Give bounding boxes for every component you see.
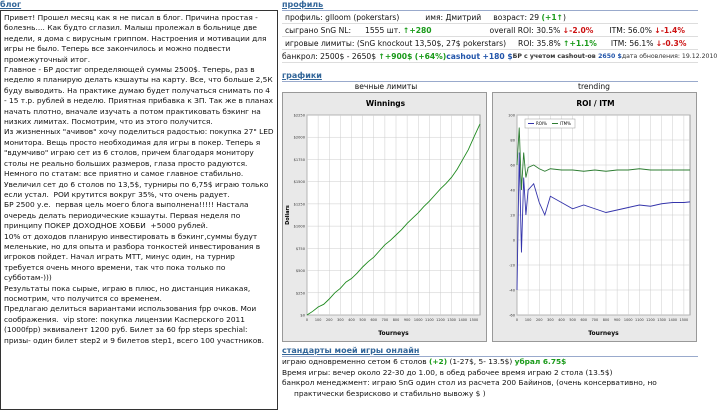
blog-post <box>0 10 278 410</box>
standards-line <box>282 357 698 368</box>
blog-paragraph: Увеличил сет до 6 столов по 13,5$, турниры по 6,75$ играю только если устал. РОИ крутится вокруг 35%, что очень радует. <box>4 179 271 199</box>
arrow-down-icon: ↓ <box>655 38 663 48</box>
profile-heading[interactable]: профиль <box>282 0 698 11</box>
y-tick-label: 20 <box>510 213 515 218</box>
x-tick-label: 1300 <box>657 318 666 322</box>
blog-paragraph: Результаты пока сырые, играю в плюс, но дистанция никакая, посмотрим, что получится со временем. <box>4 283 253 303</box>
x-tick-label: 500 <box>569 318 576 322</box>
winnings-chart <box>282 92 487 342</box>
profile-nickname: glloom (pokerstars) <box>325 12 400 22</box>
blog-paragraph: Привет! Прошел месяц как я не писал в блог. Причина простая - болезнь.... Как будто сглазил. Малыш пролежал в больнице две недели, я дома с вирусным гриппом. Настроения и мотивации для игры не было. Теперь все закончилось и можно подвести промежуточный итог. <box>4 13 269 64</box>
roi-value: 35.8% <box>536 38 561 48</box>
overall-roi-label: overall ROI: <box>489 25 534 35</box>
blog-paragraph: Предлагаю делиться вариантами использования fpp очков. Мои соображения. vip store: покупка лицензии Касперского 2011 (1000fpp) эквивалент 1200 руб. Билет за 60 fpp steps spechial: призы- один билет step2 и 9 билетов step1, всего 100 участников. <box>4 304 264 345</box>
standards-line: банкрол менеджмент: играю SnG один стол из расчета 200 Байинов, (очень консервативно, но <box>282 378 657 387</box>
bankroll-label: банкрол: 2500$ - 2650$ <box>282 51 377 61</box>
blog-paragraph: Из жизненных "ачивов" хочу поделиться радостью: покупка 27" LED монитора. Вещь просто необходимая для игры в покер. Теперь я "вдумчиво" играю сет из 6 столов, причем благодаря монитору столы не реально больших размеров, глаза просто радуются. <box>4 127 276 168</box>
y-tick-label: 40 <box>510 188 515 193</box>
x-tick-label: 1200 <box>646 318 655 322</box>
y-tick-label: $1250 <box>293 202 305 207</box>
br-cashout-label: БР с учетом cashout-ов <box>512 52 596 60</box>
chart-title: Winnings <box>365 99 406 108</box>
blog-heading[interactable]: блог <box>0 0 22 9</box>
x-tick-label: 500 <box>359 318 366 322</box>
x-tick-label: 1100 <box>425 318 434 322</box>
profile-row-limits <box>282 37 698 50</box>
itm-delta: -0.3% <box>662 38 687 48</box>
y-tick-label: 80 <box>510 138 515 143</box>
y-tick-label: $500 <box>295 269 305 274</box>
x-tick-label: 0 <box>515 318 519 322</box>
x-tick-label: 800 <box>392 318 400 322</box>
x-tick-label: 700 <box>591 318 599 322</box>
arrow-up-icon: ↑ <box>402 25 410 35</box>
x-tick-label: 900 <box>613 318 621 322</box>
y-tick-label: $250 <box>295 291 305 296</box>
profile-row-bankroll <box>282 50 717 63</box>
right-graph-title: trending <box>578 82 610 91</box>
blog-paragraph: 10% от доходов планирую инвестировать в бэкинг,суммы будут меленькие, но для опыта и разбора тонкостей инвестирования в игроков пойдет. Начал играть МТТ, минус один, на турнир требуется очень много времени, так что пока только по субботам-))) <box>4 231 263 283</box>
winnings-chart-svg <box>283 93 488 343</box>
age-close: ) <box>563 12 566 22</box>
name-label: имя: Дмитрий <box>425 12 482 22</box>
x-tick-label: 100 <box>524 318 532 322</box>
br-cashout-value: 2650 $ <box>598 52 622 60</box>
graph-titles <box>282 82 698 91</box>
limits-label: игровые лимиты: <box>285 38 355 48</box>
left-graph-title: вечные лимиты <box>354 82 418 91</box>
graphs-section <box>282 71 698 82</box>
x-tick-label: 1000 <box>413 318 423 322</box>
overall-roi-delta: -2.0% <box>569 25 594 35</box>
x-tick-label: 1500 <box>679 318 689 322</box>
y-tick-label: 100 <box>508 113 515 118</box>
age-label: возраст: 29 <box>493 12 540 22</box>
standards-line: практически безрисково и стабильно вывожу $ ) <box>294 388 486 398</box>
bankroll-delta: +900$ <box>384 51 413 61</box>
standards-tables: играю одновременно сетом 6 столов <box>282 357 427 366</box>
arrow-up-icon: ↑ <box>563 38 570 48</box>
legend-label: ITM% <box>560 121 571 126</box>
y-tick-label: $2000 <box>293 135 305 140</box>
x-tick-label: 300 <box>547 318 554 322</box>
standards-heading[interactable]: стандарты моей игры онлайн <box>282 346 698 357</box>
x-tick-label: 600 <box>580 318 587 322</box>
cashout-label: cashout <box>446 51 481 61</box>
played-count: 1555 шт. <box>365 25 401 35</box>
profile-label: профиль: <box>285 12 323 22</box>
overall-itm-label: ITM: <box>609 25 626 35</box>
x-tick-label: 400 <box>558 318 565 322</box>
roi-itm-chart-svg <box>493 93 698 343</box>
bankroll-pct: (+64%) <box>414 51 447 61</box>
update-date: дата обновления: 19.12.2010 <box>621 52 717 60</box>
overall-itm-value: 56.0% <box>627 25 652 35</box>
legend-label: ROI% <box>536 121 547 126</box>
played-delta: +280 <box>409 25 432 35</box>
x-axis-label: Tourneys <box>588 330 619 337</box>
roi-delta: +1.1% <box>569 38 597 48</box>
graphs-heading[interactable]: графики <box>282 71 698 82</box>
y-tick-label: $750 <box>295 246 305 251</box>
x-tick-label: 1400 <box>458 318 468 322</box>
played-label: сыграно SnG NL: <box>285 25 352 35</box>
x-tick-label: 900 <box>403 318 411 322</box>
arrow-up-icon: ↑ <box>378 51 385 61</box>
overall-itm-delta: -1.4% <box>660 25 685 35</box>
limits-value: (SnG knockout 13,50$, 27$ pokerstars) <box>356 38 507 48</box>
right-column <box>282 0 717 410</box>
age-delta: (+1 <box>541 12 557 22</box>
blog-section <box>0 0 278 410</box>
x-tick-label: 1100 <box>635 318 644 322</box>
y-tick-label: $1000 <box>293 224 305 229</box>
profile-row-played <box>282 24 698 37</box>
overall-roi-value: 30.5% <box>536 25 561 35</box>
x-tick-label: 1000 <box>623 318 633 322</box>
itm-label: ITM: <box>610 38 627 48</box>
x-tick-label: 700 <box>381 318 389 322</box>
standards-section <box>282 346 698 399</box>
y-tick-label: -40 <box>509 288 515 293</box>
standards-tables-delta: (+2) <box>428 357 448 366</box>
x-tick-label: 200 <box>326 318 333 322</box>
y-tick-label: $1750 <box>293 157 305 162</box>
x-tick-label: 0 <box>305 318 309 322</box>
y-tick-label: -60 <box>509 313 515 318</box>
x-tick-label: 1300 <box>447 318 456 322</box>
x-tick-label: 1400 <box>668 318 678 322</box>
plot-area <box>307 115 480 315</box>
chart-title: ROI / ITM <box>576 99 615 108</box>
y-tick-label: 60 <box>510 163 515 168</box>
y-tick-label: -20 <box>509 263 515 268</box>
blog-paragraph: Главное - БР достиг определяющей суммы 2500$. Теперь, раз в неделю я планирую делать кэшауты на карту. Все, что больше 2,5К буду выводить. На практике думаю будет получаться снимать по 4 - 15 т.р. рублей в неделю. Приятная прибавка к ЗП. Так же в планах начать плотно, вначале изучать а потом практиковать бэкинг на низких лимитах. Посмотрим, что из этого получится. <box>4 65 276 127</box>
standards-tables-detail: (1-27$, 5- 13.5$) <box>449 357 513 366</box>
profile-section <box>282 0 717 63</box>
itm-value: 56.1% <box>629 38 654 48</box>
y-tick-label: $2250 <box>293 113 305 118</box>
standards-removed: убрал 6.75$ <box>514 357 567 366</box>
blog-paragraph: БР 2500 у.е. первая цель моего блога выполнена!!!!! Настала очередь делать периодические кэшауты. Первая неделя по принципу ПОКЕР ДОХОДНОЕ ХОББИ +5000 рублей. <box>4 200 251 231</box>
x-tick-label: 800 <box>602 318 610 322</box>
x-tick-label: 1200 <box>436 318 445 322</box>
arrow-down-icon: ↓ <box>562 25 570 35</box>
y-tick-label: $0 <box>300 313 305 318</box>
arrow-down-icon: ↓ <box>654 25 661 35</box>
x-tick-label: 1500 <box>469 318 479 322</box>
blog-paragraph: Немного по статам: все приятно и самое главное стабильно. <box>4 169 244 179</box>
arrow-up-icon: ↑ <box>556 12 564 22</box>
roi-itm-chart <box>492 92 697 342</box>
profile-row-identity <box>282 11 698 24</box>
y-axis-label: Dollars <box>285 205 291 225</box>
x-tick-label: 200 <box>536 318 543 322</box>
roi-label: ROI: <box>518 38 535 48</box>
y-tick-label: 0 <box>512 238 515 243</box>
cashout-value: +180 $ <box>482 51 513 61</box>
standards-line: Время игры: вечер около 22-30 до 1.00, в обед рабочее время играю 2 стола (13.5$) <box>282 367 613 377</box>
x-axis-label: Tourneys <box>378 330 409 337</box>
x-tick-label: 600 <box>370 318 377 322</box>
x-tick-label: 400 <box>348 318 355 322</box>
y-tick-label: $1500 <box>293 180 305 185</box>
x-tick-label: 300 <box>337 318 344 322</box>
x-tick-label: 100 <box>314 318 322 322</box>
